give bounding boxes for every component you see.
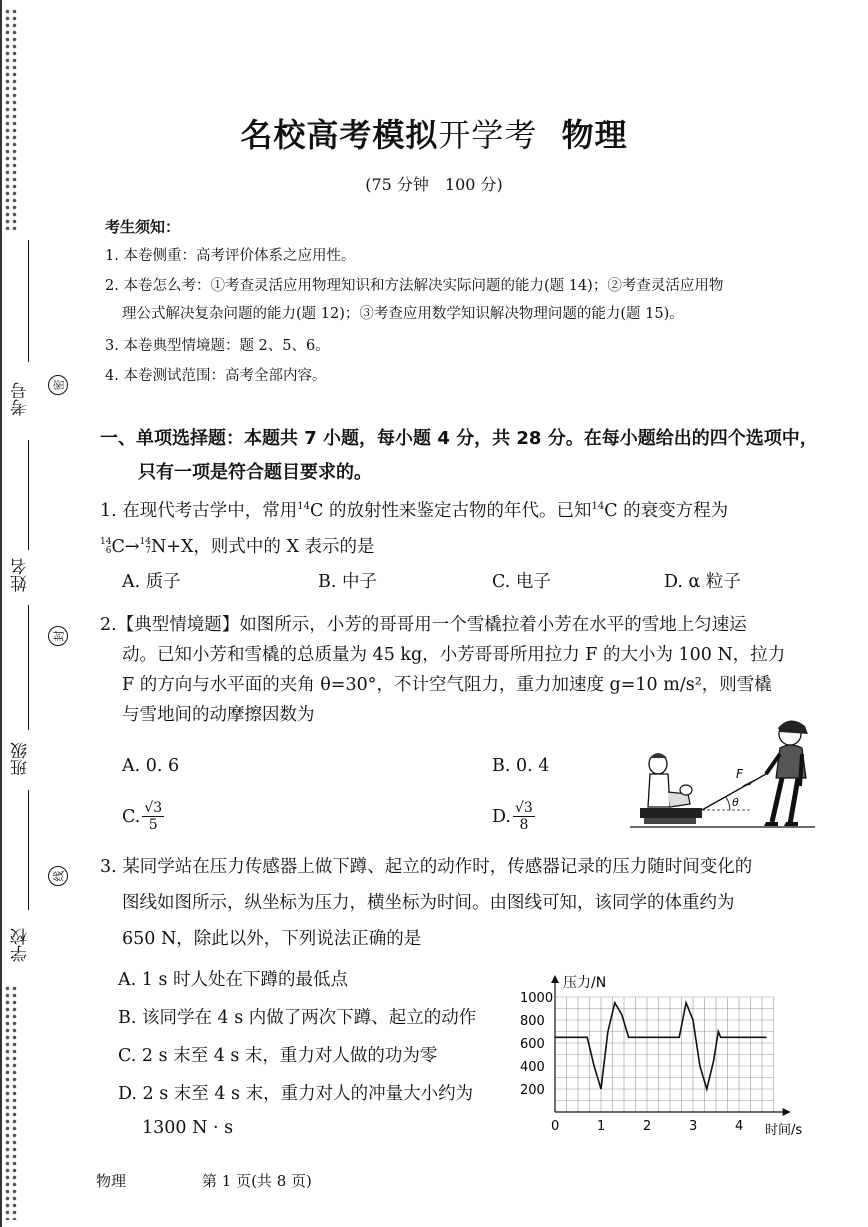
seal-feng: 封: [48, 626, 68, 646]
section-heading: 一、单项选择题：本题共 7 小题，每小题 4 分，共 28 分。在每小题给出的四个选项中， 只有一项是符合题目要求的。: [100, 428, 818, 483]
y-axis-arrow: [551, 975, 559, 983]
side-label-kaohao: 考号: [11, 382, 31, 416]
binding-line: [28, 240, 29, 362]
sled-figure: [630, 712, 820, 837]
footer-subject: 物理: [96, 1172, 127, 1190]
note-2a: 2. 本卷怎么考：①考查灵活应用物理知识和方法解决实际问题的能力(题 14)；②考查灵活应用物: [105, 278, 724, 294]
fig-theta-label: θ: [732, 796, 739, 809]
q1-option-b: B. 中子: [318, 572, 377, 592]
side-label-xuexiao: 学校: [11, 928, 31, 962]
series-line: [555, 1003, 767, 1089]
seal-mi: 密: [48, 375, 68, 395]
q3-option-b: B. 该同学在 4 s 内做了两次下蹲、起立的动作: [118, 1008, 477, 1028]
q1-option-a: A. 质子: [122, 572, 181, 592]
question-3: 3. 某同学站在压力传感器上做下蹲、起立的动作时，传感器记录的压力随时间变化的 图线如图所示，纵坐标为压力，横坐标为时间。由图线可知，该同学的体重约为 650 N，除此以外，下列说法正确的是: [100, 857, 753, 949]
x-tick-label: 4: [735, 1119, 744, 1134]
chart-xlabel: 时间/s: [765, 1123, 803, 1138]
note-1: 1. 本卷侧重：高考评价体系之应用性。: [105, 248, 356, 264]
question-2: 2.【典型情境题】如图所示，小芳的哥哥用一个雪橇拉着小芳在水平的雪地上匀速运 动。已知小芳和雪橇的总质量为 45 kg，小芳哥哥所用拉力 F 的大小为 100 N，拉力 F 的方向与水平面的夹角 θ=30°，不计空气阻力，重力加速度 g=10 m/s²，则雪橇 与雪地间的动摩擦因数为: [100, 615, 786, 725]
note-3: 3. 本卷典型情境题：题 2、5、6。: [105, 338, 330, 354]
fig-force-label: F: [736, 767, 743, 781]
x-tick-label: 0: [551, 1119, 560, 1134]
question-1: 1. 在现代考古学中，常用$^{14}$C 的放射性来鉴定古物的年代。已知$^{14}$C 的衰变方程为 14 6 C→ 14 7 N+X，则式中的 X 表示的是: [100, 500, 729, 557]
note-2b: 理公式解决复杂问题的能力(题 12)；③考查应用数学知识解决物理问题的能力(题 15)。: [122, 306, 684, 322]
y-tick-label: 1000: [520, 991, 554, 1006]
binding-line: [28, 440, 29, 550]
q2-option-a: A. 0. 6: [122, 756, 180, 776]
force-time-chart: [510, 960, 840, 1140]
notes-heading: 考生须知：: [105, 218, 181, 236]
girl-body-icon: [648, 774, 670, 807]
binding-line: [28, 790, 29, 910]
q1-option-c: C. 电子: [492, 572, 551, 592]
footer-page: 第 1 页(共 8 页): [202, 1172, 312, 1190]
binding-dots-bottom: [4, 985, 18, 1220]
y-tick-label: 600: [520, 1037, 545, 1052]
q3-option-d-cont: 1300 N · s: [142, 1118, 234, 1138]
q2-option-b: B. 0. 4: [492, 756, 550, 776]
side-label-banji: 班级: [11, 742, 31, 776]
note-4: 4. 本卷测试范围：高考全部内容。: [105, 368, 327, 384]
q2-option-c: C. √3 5: [122, 800, 163, 833]
y-tick-label: 400: [520, 1060, 545, 1075]
x-tick-label: 2: [643, 1119, 652, 1134]
chart-ylabel: 压力/N: [563, 975, 607, 991]
q3-option-c: C. 2 s 末至 4 s 末，重力对人做的功为零: [118, 1046, 438, 1066]
side-label-xingming: 姓名: [11, 558, 31, 592]
y-tick-label: 800: [520, 1014, 545, 1029]
sled-icon: [640, 808, 702, 818]
y-tick-label: 200: [520, 1083, 545, 1098]
page-title: 名校高考模拟开学考 物理: [240, 116, 628, 154]
x-tick-label: 3: [689, 1119, 698, 1134]
x-tick-label: 1: [597, 1119, 606, 1134]
q3-option-d: D. 2 s 末至 4 s 末，重力对人的冲量大小约为: [118, 1084, 474, 1104]
page-subtitle: (75 分钟 100 分): [365, 175, 503, 194]
binding-line: [28, 605, 29, 730]
q1-option-d: D. α 粒子: [664, 572, 741, 592]
seal-xian: 线: [48, 866, 68, 886]
q3-option-a: A. 1 s 时人处在下蹲的最低点: [118, 970, 349, 990]
x-axis-arrow: [783, 1108, 791, 1116]
q2-option-d: D. √3 8: [492, 800, 533, 833]
